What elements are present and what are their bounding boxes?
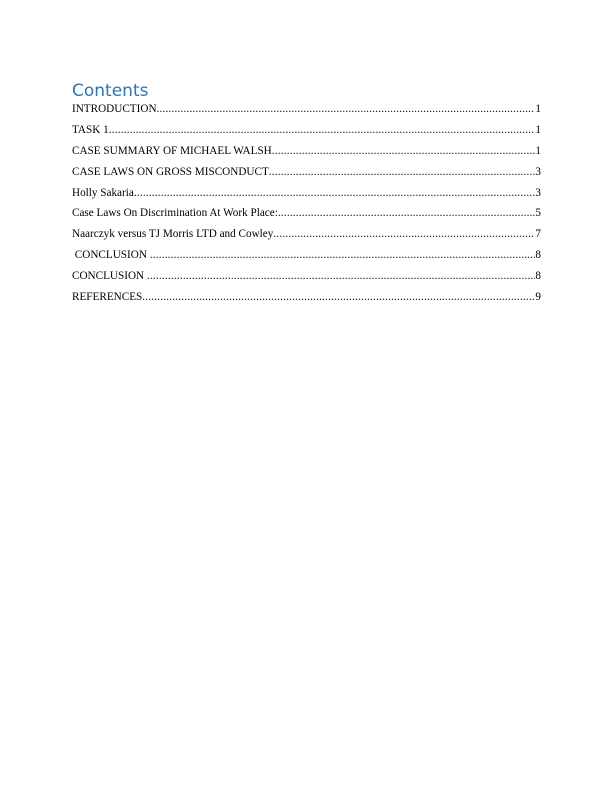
toc-entry-page: 8 bbox=[535, 270, 541, 283]
toc-dot-leader bbox=[150, 249, 536, 261]
toc-entry-label: CASE LAWS ON GROSS MISCONDUCT bbox=[72, 165, 269, 178]
toc-entry-page: 5 bbox=[535, 207, 541, 220]
toc-entry-label: Holly Sakaria bbox=[72, 186, 134, 199]
toc-entry-label: CASE SUMMARY OF MICHAEL WALSH bbox=[72, 144, 272, 157]
toc-dot-leader bbox=[269, 166, 536, 178]
toc-entry-label: INTRODUCTION bbox=[72, 103, 157, 115]
toc-entry-label: CONCLUSION bbox=[72, 270, 147, 283]
toc-entry-case-summary[interactable] bbox=[72, 145, 541, 166]
toc-entry-holly-sakaria[interactable] bbox=[72, 187, 541, 208]
toc-entry-naarczyk[interactable] bbox=[72, 228, 541, 249]
toc-list bbox=[72, 103, 541, 312]
toc-entry-page: 3 bbox=[535, 186, 541, 199]
toc-entry-label: TASK 1 bbox=[72, 123, 109, 136]
toc-entry-introduction[interactable] bbox=[72, 103, 541, 124]
toc-entry-page: 8 bbox=[535, 249, 541, 262]
toc-entry-task-1[interactable] bbox=[72, 124, 541, 145]
toc-dot-leader bbox=[278, 207, 536, 219]
toc-entry-case-laws-discrimination[interactable] bbox=[72, 207, 541, 228]
toc-entry-page: 1 bbox=[535, 123, 541, 136]
toc-entry-references[interactable] bbox=[72, 291, 541, 312]
toc-dot-leader bbox=[134, 187, 536, 199]
toc-dot-leader bbox=[157, 103, 536, 115]
toc-entry-label: REFERENCES bbox=[72, 291, 143, 304]
toc-entry-label: CONCLUSION bbox=[72, 249, 150, 262]
toc-entry-page: 1 bbox=[535, 144, 541, 157]
toc-entry-conclusion-2[interactable] bbox=[72, 270, 541, 291]
toc-entry-page: 3 bbox=[535, 165, 541, 178]
toc-dot-leader bbox=[147, 270, 536, 282]
toc-dot-leader bbox=[142, 291, 535, 303]
table-of-contents bbox=[72, 80, 541, 312]
toc-entry-page: 7 bbox=[535, 228, 541, 241]
toc-entry-page: 9 bbox=[535, 291, 541, 304]
toc-entry-case-laws-gross-misconduct[interactable] bbox=[72, 166, 541, 187]
toc-dot-leader bbox=[272, 145, 536, 157]
toc-entry-page: 1 bbox=[535, 103, 541, 115]
toc-dot-leader bbox=[109, 124, 536, 136]
toc-entry-conclusion-1[interactable] bbox=[72, 249, 541, 270]
toc-title: Contents bbox=[72, 81, 149, 101]
toc-entry-label: Case Laws On Discrimination At Work Place: bbox=[72, 207, 278, 220]
toc-dot-leader bbox=[273, 228, 535, 240]
toc-entry-label: Naarczyk versus TJ Morris LTD and Cowley bbox=[72, 228, 274, 241]
